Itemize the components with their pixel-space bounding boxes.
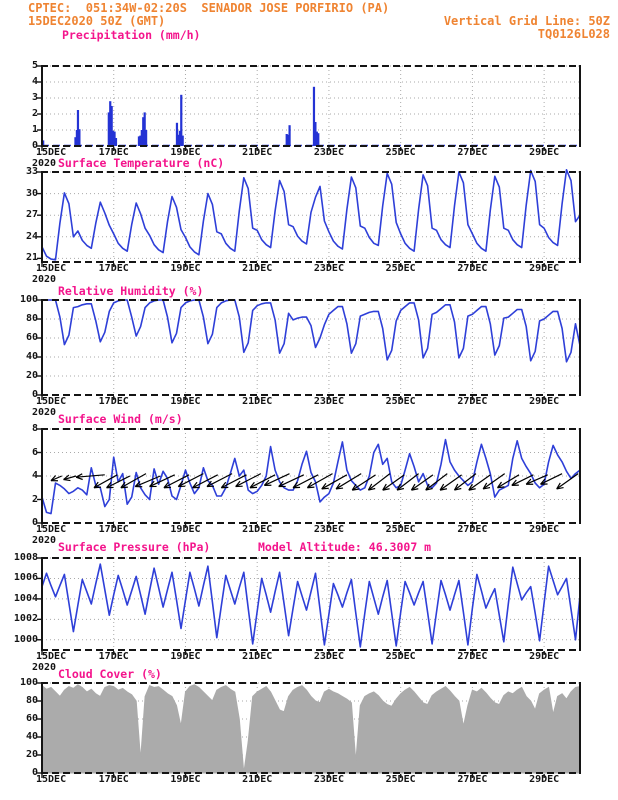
wind-arrow <box>557 474 579 489</box>
precipitation-title: Precipitation (mm/h) <box>62 28 201 42</box>
x-tick-label: 29DEC <box>529 524 560 535</box>
wind-title: Surface Wind (m/s) <box>58 412 183 426</box>
x-tick-label: 27DEC <box>457 774 488 785</box>
y-tick-label: 2 <box>31 108 38 119</box>
y-tick-label: 100 <box>19 677 38 688</box>
y-tick-label: 20 <box>25 749 38 760</box>
y-tick-label: 5 <box>31 60 38 71</box>
y-tick-label: 8 <box>31 423 38 434</box>
x-tick-label: 23DEC <box>313 774 344 785</box>
y-tick-label: 6 <box>31 446 38 458</box>
x-tick-label: 21DEC <box>242 147 273 158</box>
precip-bar <box>317 133 319 146</box>
y-tick-label: 0 <box>31 140 38 151</box>
precip-bar <box>145 130 147 146</box>
x-tick-label: 25DEC <box>385 396 416 407</box>
station-header: CPTEC: 051:34W-02:20S SENADOR JOSE PORFIRIO (PA) <box>28 1 390 15</box>
x-tick-label: 27DEC <box>457 147 488 158</box>
precip-bar <box>182 136 184 146</box>
y-tick-label: 33 <box>25 166 38 177</box>
x-tick-label: 27DEC <box>457 396 488 407</box>
y-tick-label: 21 <box>25 252 38 264</box>
x-tick-label: 19DEC <box>170 263 201 274</box>
y-tick-label: 30 <box>25 187 38 199</box>
year-label: 2020 <box>32 662 57 673</box>
x-tick-label: 15DEC <box>36 524 67 535</box>
wind-arrow-head <box>64 480 71 481</box>
series-line <box>42 300 580 362</box>
x-tick-label: 21DEC <box>242 774 273 785</box>
year-label: 2020 <box>32 158 57 169</box>
x-tick-label: 17DEC <box>98 263 129 274</box>
y-tick-label: 1 <box>31 124 38 135</box>
x-tick-label: 21DEC <box>242 396 273 407</box>
y-tick-label: 80 <box>25 313 38 324</box>
x-tick-label: 19DEC <box>170 524 201 535</box>
wind-arrow-head <box>76 477 83 479</box>
cloud-cover-title: Cloud Cover (%) <box>58 667 162 681</box>
y-tick-label: 40 <box>25 351 38 362</box>
x-tick-label: 29DEC <box>529 651 560 662</box>
y-tick-label: 60 <box>25 713 38 724</box>
y-tick-label: 4 <box>31 470 38 481</box>
y-tick-label: 0 <box>31 517 38 528</box>
y-tick-label: 3 <box>31 92 38 103</box>
x-tick-label: 29DEC <box>529 396 560 407</box>
y-tick-label: 20 <box>25 370 38 381</box>
run-date-label: 15DEC2020 50Z (GMT) <box>28 14 166 28</box>
vertical-grid-line-label: Vertical Grid Line: 50Z <box>443 14 610 28</box>
precip-bar <box>115 138 117 146</box>
x-tick-label: 19DEC <box>170 651 201 662</box>
x-tick-label: 25DEC <box>385 524 416 535</box>
x-tick-label: 23DEC <box>313 524 344 535</box>
x-tick-label: 25DEC <box>385 147 416 158</box>
x-tick-label: 27DEC <box>457 524 488 535</box>
x-tick-label: 17DEC <box>98 524 129 535</box>
year-label: 2020 <box>32 274 57 285</box>
precip-bar <box>288 125 290 146</box>
year-label: 2020 <box>32 535 57 546</box>
x-tick-label: 17DEC <box>98 396 129 407</box>
y-tick-label: 4 <box>31 76 38 87</box>
x-tick-label: 25DEC <box>385 263 416 274</box>
x-tick-label: 25DEC <box>385 774 416 785</box>
y-tick-label: 60 <box>25 332 38 343</box>
x-tick-label: 21DEC <box>242 651 273 662</box>
year-label: 2020 <box>32 407 57 418</box>
y-tick-label: 1000 <box>13 633 38 645</box>
x-tick-label: 17DEC <box>98 147 129 158</box>
x-tick-label: 15DEC <box>36 396 67 407</box>
x-tick-label: 27DEC <box>457 263 488 274</box>
x-tick-label: 23DEC <box>313 396 344 407</box>
x-tick-label: 19DEC <box>170 396 201 407</box>
x-tick-label: 29DEC <box>529 774 560 785</box>
x-tick-label: 15DEC <box>36 774 67 785</box>
series-line <box>42 564 580 647</box>
y-tick-label: 1008 <box>13 552 38 563</box>
x-tick-label: 23DEC <box>313 147 344 158</box>
y-tick-label: 1004 <box>13 592 38 604</box>
wind-arrow <box>541 474 563 485</box>
y-tick-label: 24 <box>25 230 38 242</box>
y-tick-label: 80 <box>25 695 38 706</box>
y-tick-label: 40 <box>25 731 38 742</box>
x-tick-label: 29DEC <box>529 147 560 158</box>
y-tick-label: 1002 <box>13 613 38 625</box>
cloud-cover-area <box>42 685 580 773</box>
x-tick-label: 17DEC <box>98 774 129 785</box>
x-tick-label: 21DEC <box>242 263 273 274</box>
x-tick-label: 29DEC <box>529 263 560 274</box>
series-line <box>42 440 580 514</box>
y-tick-label: 2 <box>31 493 38 505</box>
x-tick-label: 15DEC <box>36 651 67 662</box>
y-tick-label: 27 <box>25 209 38 221</box>
temperature-title: Surface Temperature (nC) <box>58 156 225 170</box>
y-tick-label: 0 <box>31 767 38 778</box>
x-tick-label: 15DEC <box>36 147 67 158</box>
precip-bar <box>78 129 80 146</box>
x-tick-label: 23DEC <box>313 651 344 662</box>
y-tick-label: 1006 <box>13 572 38 584</box>
y-tick-label: 0 <box>31 389 38 400</box>
x-tick-label: 19DEC <box>170 147 201 158</box>
x-tick-label: 23DEC <box>313 263 344 274</box>
y-tick-label: 100 <box>19 294 38 305</box>
x-tick-label: 21DEC <box>242 524 273 535</box>
x-tick-label: 15DEC <box>36 263 67 274</box>
model-altitude-title: Model Altitude: 46.3007 m <box>258 540 432 554</box>
pressure-title: Surface Pressure (hPa) <box>58 540 211 554</box>
x-tick-label: 19DEC <box>170 774 201 785</box>
model-resolution-label: TQ0126L028 <box>537 27 610 41</box>
x-tick-label: 25DEC <box>385 651 416 662</box>
humidity-title: Relative Humidity (%) <box>58 284 204 298</box>
x-tick-label: 27DEC <box>457 651 488 662</box>
x-tick-label: 17DEC <box>98 651 129 662</box>
